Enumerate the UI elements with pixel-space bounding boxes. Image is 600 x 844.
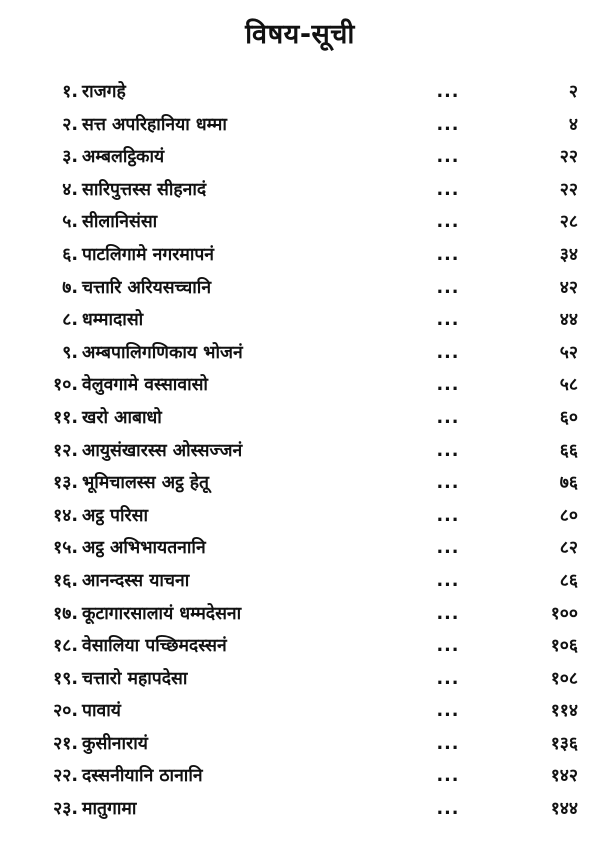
toc-entry bbox=[0, 174, 600, 207]
toc-entry bbox=[0, 206, 600, 239]
toc-entry bbox=[0, 337, 600, 370]
toc-entry-page-number: ५२ bbox=[559, 342, 578, 363]
toc-entry-leader: ... bbox=[436, 277, 460, 298]
toc-entry-leader: ... bbox=[436, 179, 460, 200]
toc-entry-leader: ... bbox=[436, 407, 460, 428]
toc-entry bbox=[0, 695, 600, 728]
toc-entry-number: १२. bbox=[53, 440, 78, 461]
toc-entry-page-number: ८६ bbox=[559, 570, 578, 591]
toc-entry bbox=[0, 141, 600, 174]
toc-entry bbox=[0, 239, 600, 272]
toc-entry-page-number: १४२ bbox=[550, 766, 578, 787]
toc-entry-leader: ... bbox=[436, 114, 460, 135]
toc-entry-title: भूमिचालस्स अट्ठ हेतू bbox=[82, 473, 210, 494]
toc-entry-leader: ... bbox=[436, 603, 460, 624]
toc-entry-number: १७. bbox=[53, 603, 78, 624]
toc-entry-leader: ... bbox=[436, 147, 460, 168]
toc-entry-title: दस्सनीयानि ठानानि bbox=[82, 766, 203, 787]
toc-entry-number: १८. bbox=[53, 636, 78, 657]
toc-entry-title: खरो आबाधो bbox=[82, 407, 162, 428]
toc-entry-title: चत्तारि अरियसच्चानि bbox=[82, 277, 212, 298]
toc-entry-number: २३. bbox=[53, 799, 78, 820]
toc-entry bbox=[0, 402, 600, 435]
toc-entry-leader: ... bbox=[436, 244, 460, 265]
toc-entry-number: ५. bbox=[62, 212, 78, 233]
toc-entry-leader: ... bbox=[436, 799, 460, 820]
toc-entry-title: वेसालिया पच्छिमदस्सनं bbox=[82, 636, 227, 657]
toc-entry-title: सत्त अपरिहानिया धम्मा bbox=[82, 114, 227, 135]
toc-entry bbox=[0, 598, 600, 631]
toc-entry-page-number: ८२ bbox=[559, 538, 578, 559]
toc-entry-leader: ... bbox=[436, 505, 460, 526]
toc-entry-number: २. bbox=[62, 114, 78, 135]
toc-entry-number: २२. bbox=[53, 766, 78, 787]
toc-entry bbox=[0, 565, 600, 598]
toc-entry bbox=[0, 369, 600, 402]
toc-entry bbox=[0, 500, 600, 533]
toc-entry-title: सीलानिसंसा bbox=[82, 212, 158, 233]
toc-entry-number: ४. bbox=[62, 179, 78, 200]
toc-entry bbox=[0, 109, 600, 142]
toc-entry-page-number: ६६ bbox=[559, 440, 578, 461]
toc-entry-number: ३. bbox=[62, 147, 78, 168]
toc-entry-title: मातुगामा bbox=[82, 799, 137, 820]
toc-entry-leader: ... bbox=[436, 212, 460, 233]
toc-entry-leader: ... bbox=[436, 701, 460, 722]
toc-entry-page-number: १०० bbox=[550, 603, 578, 624]
toc-entry-leader: ... bbox=[436, 733, 460, 754]
toc-entry-number: २०. bbox=[53, 701, 78, 722]
toc-entry-page-number: १४४ bbox=[550, 799, 578, 820]
toc-entry bbox=[0, 304, 600, 337]
toc-entry-number: १६. bbox=[53, 570, 78, 591]
toc-entry-leader: ... bbox=[436, 766, 460, 787]
toc-entry-leader: ... bbox=[436, 440, 460, 461]
toc-entry-number: ९. bbox=[62, 342, 78, 363]
page-title: विषय-सूची bbox=[245, 19, 355, 50]
toc-entry bbox=[0, 630, 600, 663]
toc-entry-title: चत्तारो महापदेसा bbox=[82, 668, 188, 689]
toc-entry bbox=[0, 760, 600, 793]
toc-entry-leader: ... bbox=[436, 82, 460, 102]
toc-entry-leader: ... bbox=[436, 310, 460, 331]
toc-entry-page-number: ७६ bbox=[559, 473, 578, 494]
toc-entry-leader: ... bbox=[436, 473, 460, 494]
toc-entry-number: १. bbox=[62, 82, 78, 102]
toc-entry bbox=[0, 728, 600, 761]
toc-entry-number: ११. bbox=[53, 407, 78, 428]
toc-entry-page-number: ११४ bbox=[550, 701, 578, 722]
toc-entry-leader: ... bbox=[436, 375, 460, 396]
toc-entry-page-number: १०८ bbox=[550, 668, 578, 689]
toc-entry-title: अम्बलट्ठिकायं bbox=[82, 147, 165, 168]
toc-entry-page-number: ४२ bbox=[559, 277, 578, 298]
toc-entry-page-number: १०६ bbox=[550, 636, 578, 657]
toc-entry-number: १९. bbox=[53, 668, 78, 689]
toc-entry bbox=[0, 435, 600, 468]
toc-entry-title: कूटागारसालायं धम्मदेसना bbox=[82, 603, 242, 624]
toc-entry-page-number: ६० bbox=[559, 407, 578, 428]
toc-entry-title: राजगहे bbox=[82, 82, 126, 102]
toc-entry-number: ८. bbox=[62, 310, 78, 331]
toc-entry-page-number: ४ bbox=[568, 114, 578, 135]
toc-entry-number: ७. bbox=[62, 277, 78, 298]
toc-entry-title: अट्ठ परिसा bbox=[82, 505, 149, 526]
toc-entry-title: पावायं bbox=[82, 701, 121, 722]
toc-entry bbox=[0, 663, 600, 696]
toc-entry-title: आयुसंखारस्स ओस्सज्जनं bbox=[82, 440, 243, 461]
toc-entry-number: २१. bbox=[53, 733, 78, 754]
toc-entry-page-number: १३६ bbox=[550, 733, 578, 754]
table-of-contents bbox=[0, 76, 600, 826]
toc-entry-page-number: २२ bbox=[559, 179, 578, 200]
toc-entry bbox=[0, 532, 600, 565]
toc-entry bbox=[0, 467, 600, 500]
toc-entry-title: अट्ठ अभिभायतनानि bbox=[82, 538, 206, 559]
toc-entry-leader: ... bbox=[436, 636, 460, 657]
toc-entry-title: पाटलिगामे नगरमापनं bbox=[82, 244, 215, 265]
toc-entry-page-number: ३४ bbox=[559, 244, 578, 265]
toc-entry-page-number: २ bbox=[568, 82, 578, 102]
toc-entry-page-number: ४४ bbox=[559, 310, 578, 331]
toc-entry-page-number: ५८ bbox=[559, 375, 578, 396]
toc-entry bbox=[0, 272, 600, 305]
toc-entry-leader: ... bbox=[436, 570, 460, 591]
toc-entry-leader: ... bbox=[436, 342, 460, 363]
toc-entry-page-number: २८ bbox=[559, 212, 578, 233]
toc-entry-title: सारिपुत्तस्स सीहनादं bbox=[82, 179, 207, 200]
toc-entry bbox=[0, 76, 600, 109]
toc-entry-number: १०. bbox=[53, 375, 78, 396]
toc-entry-title: वेलुवगामे वस्सावासो bbox=[82, 375, 208, 396]
toc-entry-number: १४. bbox=[53, 505, 78, 526]
toc-entry-page-number: ८० bbox=[559, 505, 578, 526]
toc-entry-leader: ... bbox=[436, 668, 460, 689]
toc-entry-leader: ... bbox=[436, 538, 460, 559]
toc-entry-number: १५. bbox=[53, 538, 78, 559]
toc-entry-number: ६. bbox=[62, 244, 78, 265]
toc-entry-number: १३. bbox=[53, 473, 78, 494]
toc-entry-title: आनन्दस्स याचना bbox=[82, 570, 190, 591]
toc-entry-title: अम्बपालिगणिकाय भोजनं bbox=[82, 342, 243, 363]
toc-entry bbox=[0, 793, 600, 826]
toc-entry-title: कुसीनारायं bbox=[82, 733, 148, 754]
toc-entry-title: धम्मादासो bbox=[82, 310, 144, 331]
toc-entry-page-number: २२ bbox=[559, 147, 578, 168]
